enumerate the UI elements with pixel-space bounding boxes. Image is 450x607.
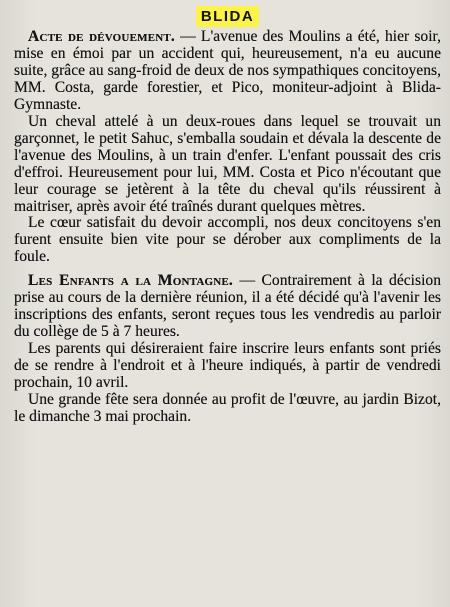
city-heading: BLIDA bbox=[196, 6, 259, 27]
article-paragraph: Une grande fête sera donnée au profit de l'œuvre, au jardin Bizot, le dimanche 3 mai prochain. bbox=[14, 391, 441, 425]
article-paragraph bbox=[14, 29, 441, 114]
article-text: — L'avenue des Moulins a été, hier soir, mise en émoi par un accident qui, heureusement, n'a eu aucune suite, grâce au sang-froid de deux de nos sympathiques concitoyens, MM. Costa, garde forestier, et Pico, moniteur-adjoint à Blida-Gymnaste. bbox=[14, 28, 442, 113]
article-paragraph: Les parents qui désireraient faire inscrire leurs enfants sont priés de se rendre à l'endroit et à l'heure indiqués, à partir de vendredi prochain, 10 avril. bbox=[14, 340, 441, 392]
article-paragraph: Un cheval attelé à un deux-roues dans lequel se trouvait un garçonnet, le petit Sahuc, s'emballa soudain et dévala la descente de l'avenue des Moulins, à un train d'enfer. L'enfant poussait des cris d'effroi. Heureusement pour lui, MM. Costa et Pico n'écoutant que leur courage se jetèrent à la tête du cheval qu'ils réussirent à maitriser, après avoir été traînés durant quelques mètres. bbox=[14, 112, 441, 215]
article-text: — Contrairement à la décision prise au cours de la dernière réunion, il a été décidé qu'à l'avenir les inscriptions des enfants, seront reçues tous les vendredis au parloir du collège de 5 à 7 heures. bbox=[14, 272, 441, 341]
article-title: Les Enfants a la Montagne. bbox=[28, 272, 234, 290]
article-paragraph bbox=[14, 273, 441, 341]
article-title: Acte de dévouement. bbox=[28, 28, 176, 45]
column-header bbox=[14, 3, 441, 27]
article-acte-de-devouement bbox=[14, 29, 441, 266]
article-paragraph: Le cœur satisfait du devoir accompli, nos deux concitoyens s'en furent ensuite bien vite pour se dérober aux compliments de la foule. bbox=[14, 214, 441, 266]
article-enfants-a-la-montagne bbox=[14, 273, 441, 426]
